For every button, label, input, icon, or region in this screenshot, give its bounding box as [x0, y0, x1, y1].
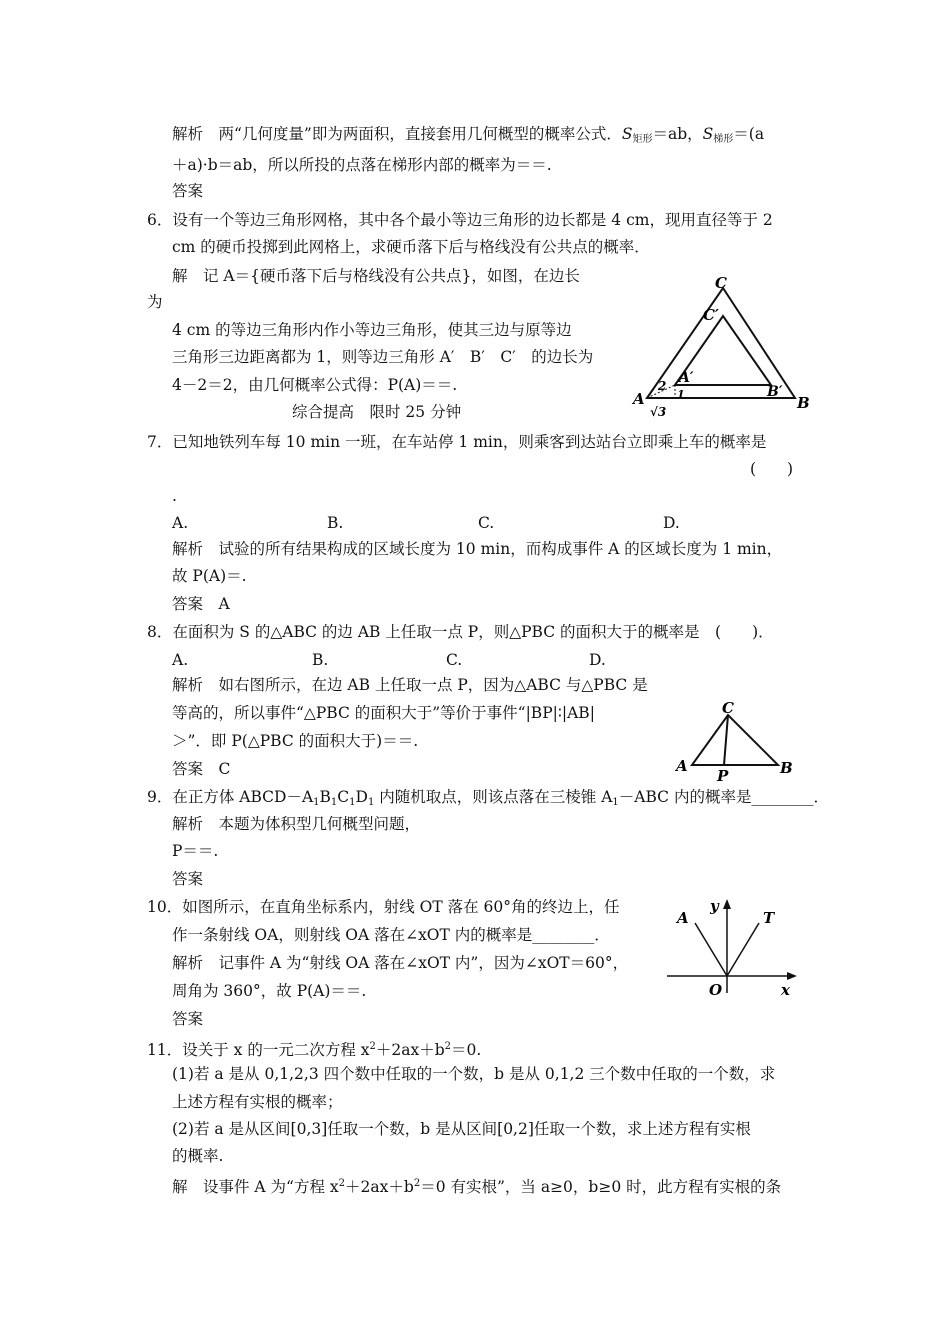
q6-line1: 6．设有一个等边三角形网格，其中各个最小等边三角形的边长都是 4 cm，现用直径等于 2 — [147, 211, 773, 229]
q7-jiexi2: 故 P(A)＝. — [172, 567, 247, 585]
q11-part1b: 上述方程有实根的概率； — [172, 1093, 343, 1111]
q6-line2: cm 的硬币投掷到此网格上，求硬币落下后与格线没有公共点的概率． — [172, 238, 650, 256]
q11-sol-sup-b: 2 — [413, 1178, 421, 1189]
q9-sub-1c: 1 — [349, 797, 356, 808]
outer-triangle — [647, 288, 795, 398]
q7-jiexi1: 解析 试验的所有结果构成的区域长度为 10 min，而构成事件 A 的区域长度为 1 min， — [172, 540, 783, 558]
label-A: A — [633, 390, 645, 408]
label-T: T — [763, 909, 775, 927]
q10-line1: 10．如图所示，在直角坐标系内，射线 OT 落在 60°角的终边上，任 — [147, 898, 620, 916]
q7-line1: 7．已知地铁列车每 10 min 一班，在车站停 1 min，则乘客到达站台立即乘上车的概率是 — [147, 433, 767, 451]
q11-sol-a: 解 设事件 A 为“方程 x — [172, 1178, 339, 1196]
q9-line1 — [147, 787, 829, 813]
q8-option-a: A. — [172, 651, 189, 669]
s-trap-subscript: 梯形 — [713, 134, 734, 145]
label-B: B — [797, 394, 810, 412]
q10-jiexi1: 解析 记事件 A 为“射线 OA 落在∠xOT 内”，因为∠xOT＝60°， — [172, 954, 629, 972]
label-C: C — [722, 699, 734, 717]
q6-sol2: 为 — [147, 293, 163, 311]
p5-line1 — [172, 124, 764, 150]
y-axis-arrow — [723, 899, 731, 909]
q9-text-f: －ABC 内的概率是________． — [618, 788, 829, 806]
q11-sol-b: ＋2ax＋b — [345, 1178, 414, 1196]
label-y: y — [710, 897, 719, 915]
q11-text-c: ＝0. — [451, 1041, 482, 1059]
q11-sup-a: 2 — [369, 1041, 376, 1052]
q9-jiexi1: 解析 本题为体积型几何概型问题， — [172, 815, 421, 833]
segment-cp — [724, 715, 728, 765]
q9-jiexi2: P＝＝. — [172, 842, 219, 860]
q10-jiexi2: 周角为 360°，故 P(A)＝＝. — [172, 982, 367, 1000]
triangle-grid-figure — [625, 272, 815, 422]
q6-sol5: 4－2＝2，由几何概率公式得：P(A)＝＝. — [172, 376, 458, 394]
eq-ab: ＝ab， — [652, 125, 703, 143]
q10-line2: 作一条射线 OA，则射线 OA 落在∠xOT 内的概率是________． — [172, 926, 610, 944]
q7-option-d: D. — [663, 514, 680, 532]
q7-option-a: A. — [172, 514, 189, 532]
label-A: A — [676, 757, 688, 775]
q11-solution — [172, 1174, 781, 1197]
label-two: 2 — [658, 379, 667, 393]
q11-sup-b: 2 — [444, 1041, 452, 1052]
ray-ot — [727, 923, 759, 976]
x-axis-arrow — [787, 972, 797, 980]
q7-option-b: B. — [327, 514, 344, 532]
p5-line2: ＋a)·b＝ab，所以所投的点落在梯形内部的概率为＝＝. — [172, 156, 552, 174]
q11-text-a: 11．设关于 x 的一元二次方程 x — [147, 1041, 370, 1059]
q7-answer: 答案 A — [172, 595, 230, 613]
q9-sub-1d: 1 — [367, 797, 375, 808]
q8-jiexi3: ＞”．即 P(△PBC 的面积大于)＝＝. — [172, 732, 419, 750]
label-sqrt3: √3 — [650, 405, 667, 419]
q6-sol1: 解 记 A＝{硬币落下后与格线没有公共点}，如图，在边长 — [172, 267, 580, 285]
q6-sol3: 4 cm 的等边三角形内作小等边三角形，使其三边与原等边 — [172, 321, 572, 339]
q7-paren: ( ) — [750, 460, 794, 478]
triangle-abc — [692, 715, 778, 765]
coordinate-figure — [665, 893, 805, 1003]
q11-part2a: (2)若 a 是从区间[0,3]任取一个数，b 是从区间[0,2]任取一个数，求上述方程有实根 — [172, 1120, 751, 1138]
p5-jiexi-text: 解析 两“几何度量”即为两面积，直接套用几何概型的概率公式． — [172, 125, 622, 143]
q10-answer: 答案 — [172, 1010, 204, 1028]
label-B-prime: B′ — [767, 384, 783, 400]
q8-jiexi1: 解析 如右图所示，在边 AB 上任取一点 P，因为△ABC 与△PBC 是 — [172, 676, 648, 694]
q9-sub-1b: 1 — [330, 797, 338, 808]
q9-sub-1e: 1 — [612, 797, 619, 808]
q11-sol-c: ＝0 有实根”，当 a≥0，b≥0 时，此方程有实根的条 — [420, 1178, 782, 1196]
q9-text-d: D — [355, 788, 368, 806]
ray-oa — [695, 923, 727, 976]
q11-text-b: ＋2ax＋b — [375, 1041, 445, 1059]
q8-option-b: B. — [312, 651, 329, 669]
q11-part1a: (1)若 a 是从 0,1,2,3 四个数中任取的一个数，b 是从 0,1,2 三个数中任取的一个数，求 — [172, 1065, 776, 1083]
q9-answer: 答案 — [172, 870, 204, 888]
q11-sol-sup-a: 2 — [338, 1178, 346, 1189]
eq-open: ＝(a — [733, 125, 765, 143]
label-C-prime: C′ — [703, 306, 719, 324]
q6-sol4: 三角形三边距离都为 1，则等边三角形 A′ B′ C′ 的边长为 — [172, 348, 594, 366]
q8-line1: 8．在面积为 S 的△ABC 的边 AB 上任取一点 P，则△PBC 的面积大于的概率是 ( )． — [147, 623, 774, 641]
q8-option-d: D. — [589, 651, 606, 669]
label-B: B — [780, 759, 793, 777]
q9-text-b: B — [319, 788, 331, 806]
section-heading: 综合提高 限时 25 分钟 — [292, 403, 462, 421]
q9-sub-1a: 1 — [313, 797, 320, 808]
q9-text-a: 9．在正方体 ABCD－A — [147, 788, 314, 806]
p5-answer: 答案 — [172, 182, 204, 200]
q7-option-c: C. — [478, 514, 495, 532]
label-O: O — [709, 981, 723, 999]
q8-answer: 答案 C — [172, 760, 231, 778]
label-A: A — [677, 909, 689, 927]
s-rect-subscript: 矩形 — [632, 134, 653, 145]
q8-jiexi2: 等高的，所以事件“△PBC 的面积大于”等价于事件“|BP|∶|AB| — [172, 704, 595, 722]
s-trap-symbol: S — [702, 125, 714, 143]
label-C: C — [715, 274, 727, 292]
q7-dot: . — [172, 487, 177, 505]
q8-option-c: C. — [446, 651, 463, 669]
triangle-abc-figure — [672, 695, 802, 785]
label-A-prime: A′ — [679, 370, 694, 386]
label-one: 1 — [677, 388, 685, 401]
label-x: x — [781, 981, 790, 999]
q9-text-e: 内随机取点，则该点落在三棱锥 A — [374, 788, 613, 806]
s-rect-symbol: S — [621, 125, 633, 143]
q9-text-c: C — [337, 788, 350, 806]
q11-part2b: 的概率. — [172, 1147, 224, 1165]
q11-line1 — [147, 1037, 481, 1060]
label-P: P — [717, 767, 729, 785]
